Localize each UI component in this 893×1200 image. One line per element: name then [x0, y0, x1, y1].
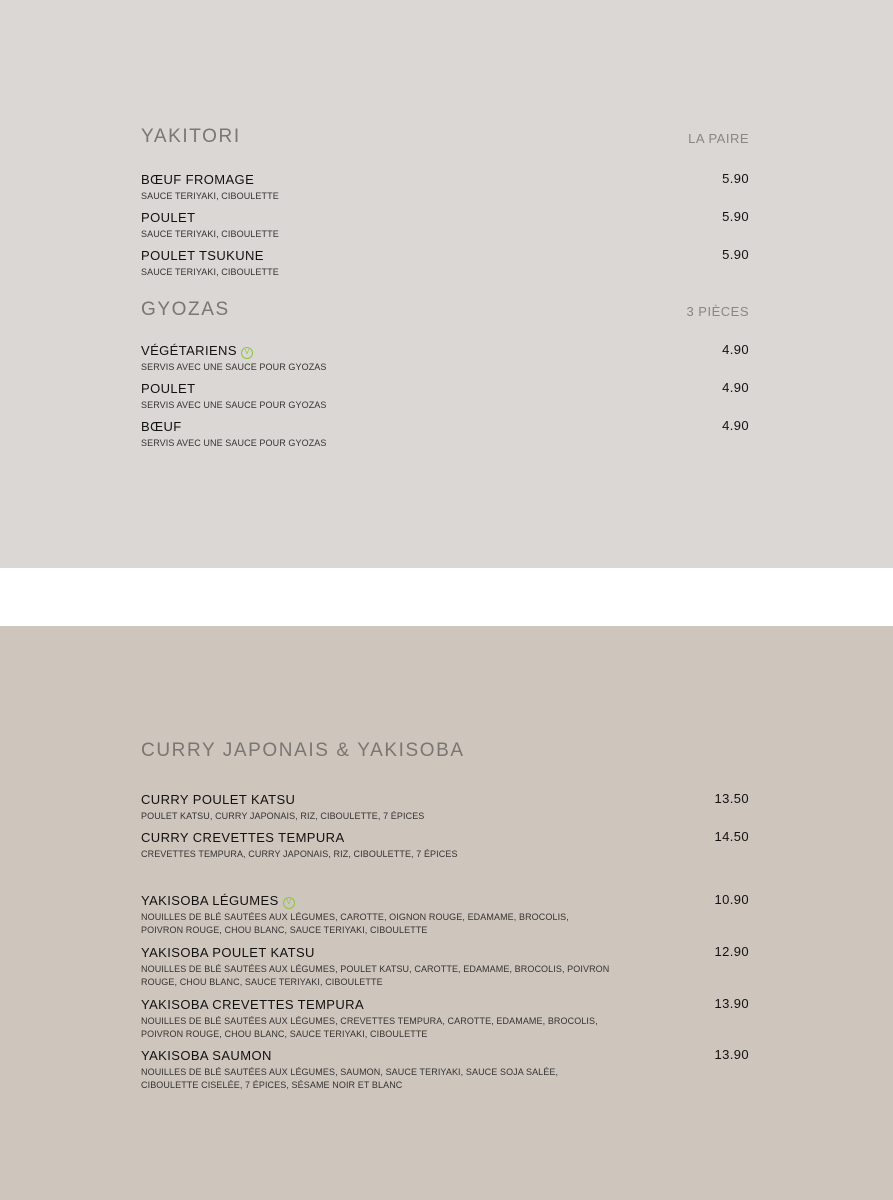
- item-price: 4.90: [722, 418, 749, 433]
- item-name: BŒUF FROMAGE: [141, 172, 255, 187]
- menu-item: [141, 418, 749, 450]
- item-price: 13.90: [714, 1047, 749, 1062]
- menu-item: [141, 996, 749, 1041]
- menu-item: [141, 892, 749, 937]
- menu-item: [141, 829, 749, 861]
- section-title-gyozas: GYOZAS: [141, 299, 230, 320]
- item-name: CURRY POULET KATSU: [141, 792, 296, 807]
- item-price: 10.90: [714, 892, 749, 907]
- vegetarian-icon: V: [283, 897, 295, 909]
- item-description: SERVIS AVEC UNE SAUCE POUR GYOZAS: [141, 438, 327, 448]
- item-price: 5.90: [722, 247, 749, 262]
- item-name: VÉGÉTARIENS: [141, 343, 237, 358]
- item-name: YAKISOBA LÉGUMES: [141, 893, 279, 908]
- menu-item: [141, 380, 749, 412]
- item-name: CURRY CREVETTES TEMPURA: [141, 830, 345, 845]
- item-price: 14.50: [714, 829, 749, 844]
- section-note-gyozas: 3 PIÈCES: [686, 304, 749, 319]
- item-description: CREVETTES TEMPURA, CURRY JAPONAIS, RIZ, CIBOULETTE, 7 ÉPICES: [141, 849, 458, 859]
- menu-panel-top: [0, 0, 893, 568]
- item-description: SAUCE TERIYAKI, CIBOULETTE: [141, 229, 279, 239]
- item-price: 13.90: [714, 996, 749, 1011]
- menu-item: [141, 209, 749, 241]
- item-description: SERVIS AVEC UNE SAUCE POUR GYOZAS: [141, 362, 327, 372]
- section-note-yakitori: LA PAIRE: [688, 131, 749, 146]
- item-description: SAUCE TERIYAKI, CIBOULETTE: [141, 191, 279, 201]
- menu-item: [141, 171, 749, 203]
- item-name: POULET: [141, 381, 196, 396]
- menu-panel-bottom: [0, 626, 893, 1200]
- item-name: BŒUF: [141, 419, 182, 434]
- item-name: YAKISOBA CREVETTES TEMPURA: [141, 997, 365, 1012]
- item-name: YAKISOBA POULET KATSU: [141, 945, 315, 960]
- menu-item: [141, 1047, 749, 1092]
- item-description: POULET KATSU, CURRY JAPONAIS, RIZ, CIBOULETTE, 7 ÉPICES: [141, 811, 425, 821]
- item-price: 12.90: [714, 944, 749, 959]
- item-name: POULET: [141, 210, 196, 225]
- item-price: 4.90: [722, 380, 749, 395]
- item-price: 4.90: [722, 342, 749, 357]
- vegetarian-icon: V: [241, 347, 253, 359]
- item-name: POULET TSUKUNE: [141, 248, 264, 263]
- item-description: NOUILLES DE BLÉ SAUTÉES AUX LÉGUMES, CAROTTE, OIGNON ROUGE, EDAMAME, BROCOLIS, POIVRON ROUGE, CHOU BLANC, SAUCE TERIYAKI, CIBOULETTE: [141, 912, 569, 935]
- item-description: SAUCE TERIYAKI, CIBOULETTE: [141, 267, 279, 277]
- item-description: NOUILLES DE BLÉ SAUTÉES AUX LÉGUMES, POULET KATSU, CAROTTE, EDAMAME, BROCOLIS, POIVRON ROUGE, CHOU BLANC, SAUCE TERIYAKI, CIBOULETTE: [141, 964, 610, 987]
- menu-item: [141, 944, 749, 989]
- item-description: NOUILLES DE BLÉ SAUTÉES AUX LÉGUMES, SAUMON, SAUCE TERIYAKI, SAUCE SOJA SALÉE, CIBOULETTE CISELÉE, 7 ÉPICES, SÉSAME NOIR ET BLANC: [141, 1067, 559, 1090]
- item-description: SERVIS AVEC UNE SAUCE POUR GYOZAS: [141, 400, 327, 410]
- section-title-curry-yakisoba: CURRY JAPONAIS & YAKISOBA: [141, 740, 465, 761]
- item-description: NOUILLES DE BLÉ SAUTÉES AUX LÉGUMES, CREVETTES TEMPURA, CAROTTE, EDAMAME, BROCOLIS, POIVRON ROUGE, CHOU BLANC, SAUCE TERIYAKI, CIBOULETTE: [141, 1016, 598, 1039]
- section-title-yakitori: YAKITORI: [141, 126, 241, 147]
- item-price: 13.50: [714, 791, 749, 806]
- item-price: 5.90: [722, 209, 749, 224]
- menu-item: [141, 791, 749, 823]
- item-name: YAKISOBA SAUMON: [141, 1048, 272, 1063]
- item-price: 5.90: [722, 171, 749, 186]
- menu-item: [141, 342, 749, 374]
- menu-item: [141, 247, 749, 279]
